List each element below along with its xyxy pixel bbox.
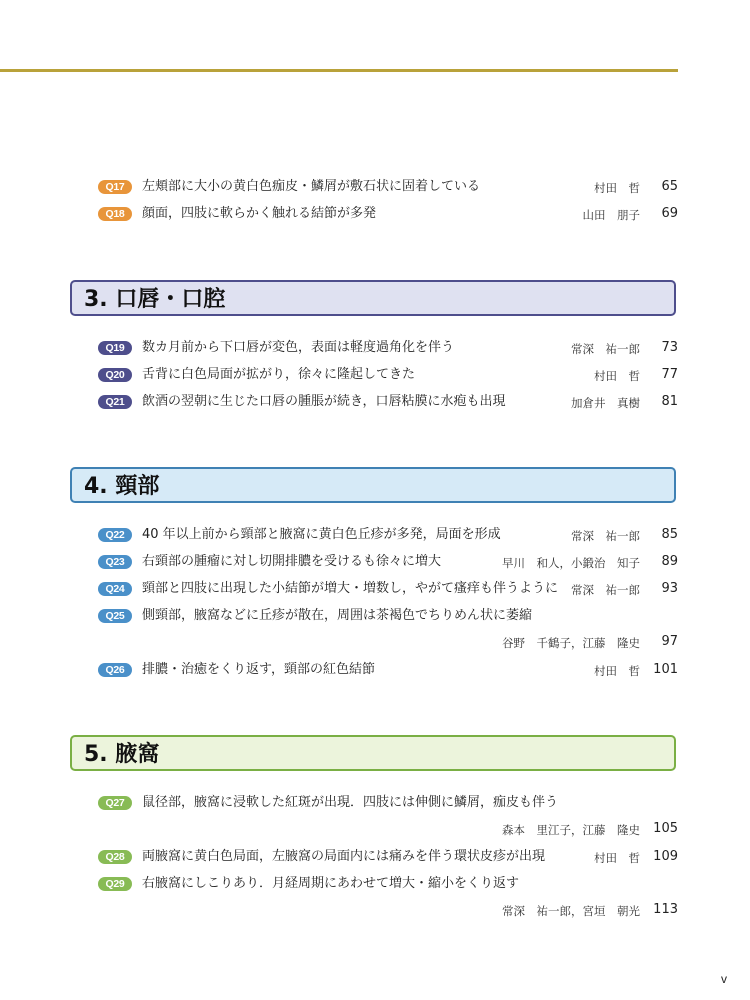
- toc-entry-q29[interactable]: [0, 873, 750, 927]
- entry-author: 常深 祐一郎: [571, 342, 640, 356]
- toc-entry-q26[interactable]: [0, 659, 750, 686]
- toc-group-chapter-4: [0, 524, 750, 686]
- entry-author: 加倉井 真樹: [571, 396, 640, 410]
- entry-page: 85: [661, 527, 678, 542]
- header-rule: [0, 69, 678, 72]
- entry-title: 数カ月前から下口唇が変色，表面は軽度過角化を伴う: [142, 340, 455, 355]
- entry-page: 89: [661, 554, 678, 569]
- section-header-4: [70, 467, 676, 503]
- question-badge: Q29: [98, 877, 132, 891]
- entry-page: 109: [653, 849, 678, 864]
- entry-page: 81: [661, 394, 678, 409]
- entry-page: 77: [661, 367, 678, 382]
- toc-entry-q21[interactable]: [0, 391, 750, 418]
- question-badge: Q17: [98, 180, 132, 194]
- entry-page: 101: [653, 662, 678, 677]
- question-badge: Q19: [98, 341, 132, 355]
- toc-entry-q24[interactable]: [0, 578, 750, 605]
- entry-author: 村田 哲: [594, 851, 640, 865]
- entry-page: 93: [661, 581, 678, 596]
- toc-entry-q25[interactable]: [0, 605, 750, 659]
- question-badge: Q28: [98, 850, 132, 864]
- question-badge: Q18: [98, 207, 132, 221]
- entry-page: 113: [653, 902, 678, 917]
- question-badge: Q27: [98, 796, 132, 810]
- toc-entry-q28[interactable]: [0, 846, 750, 873]
- entry-author: 早川 和人，小鍛治 知子: [502, 556, 640, 570]
- entry-page: 65: [661, 179, 678, 194]
- entry-author: 常深 祐一郎: [571, 529, 640, 543]
- entry-author: 森本 里江子，江藤 隆史: [502, 823, 640, 837]
- question-badge: Q21: [98, 395, 132, 409]
- question-badge: Q26: [98, 663, 132, 677]
- section-header-3: [70, 280, 676, 316]
- toc-entry-q22[interactable]: [0, 524, 750, 551]
- section-title: 4. 頸部: [84, 474, 160, 499]
- entry-title: 右頸部の腫瘤に対し切開排膿を受けるも徐々に増大: [142, 554, 442, 569]
- entry-author: 山田 朋子: [582, 208, 640, 222]
- entry-title: 舌背に白色局面が拡がり，徐々に隆起してきた: [142, 367, 416, 382]
- toc-entry-q18[interactable]: [0, 203, 750, 230]
- entry-author: 常深 祐一郎: [571, 583, 640, 597]
- entry-author: 村田 哲: [594, 369, 640, 383]
- section-header-5: [70, 735, 676, 771]
- question-badge: Q23: [98, 555, 132, 569]
- question-badge: Q22: [98, 528, 132, 542]
- entry-title: 顔面，四肢に軟らかく触れる結節が多発: [142, 206, 377, 221]
- toc-entry-q23[interactable]: [0, 551, 750, 578]
- entry-author: 村田 哲: [594, 664, 640, 678]
- entry-title: 飲酒の翌朝に生じた口唇の腫脹が続き，口唇粘膜に水疱も出現: [142, 394, 506, 409]
- toc-group-chapter-3: [0, 337, 750, 418]
- toc-entry-q19[interactable]: [0, 337, 750, 364]
- entry-title: 頸部と四肢に出現した小結節が増大・増数し，やがて瘙痒も伴うように: [142, 581, 559, 596]
- toc-entry-q20[interactable]: [0, 364, 750, 391]
- question-badge: Q25: [98, 609, 132, 623]
- question-badge: Q24: [98, 582, 132, 596]
- entry-title: 40 年以上前から頸部と腋窩に黄白色丘疹が多発，局面を形成: [142, 527, 501, 542]
- entry-page: 73: [661, 340, 678, 355]
- toc-group-chapter-2: [0, 176, 750, 230]
- entry-title: 左頬部に大小の黄白色痂皮・鱗屑が敷石状に固着している: [142, 179, 481, 194]
- entry-title: 両腋窩に黄白色局面，左腋窩の局面内には痛みを伴う環状皮疹が出現: [142, 849, 546, 864]
- toc-entry-q27[interactable]: [0, 792, 750, 846]
- entry-title: 排膿・治癒をくり返す，頸部の紅色結節: [142, 662, 375, 677]
- question-badge: Q20: [98, 368, 132, 382]
- entry-page: 105: [653, 821, 678, 836]
- entry-author: 谷野 千鶴子，江藤 隆史: [502, 636, 640, 650]
- entry-author: 村田 哲: [594, 181, 640, 195]
- toc-entry-q17[interactable]: [0, 176, 750, 203]
- entry-author: 常深 祐一郎，宮垣 朝光: [502, 904, 640, 918]
- page-number: v: [721, 972, 727, 986]
- section-title: 3. 口唇・口腔: [84, 287, 226, 312]
- entry-title: 右腋窩にしこりあり．月経周期にあわせて増大・縮小をくり返す: [142, 876, 520, 891]
- entry-page: 97: [661, 634, 678, 649]
- section-title: 5. 腋窩: [84, 742, 160, 767]
- entry-title: 側頸部，腋窩などに丘疹が散在，周囲は茶褐色でちりめん状に萎縮: [142, 608, 533, 623]
- entry-title: 鼠径部，腋窩に浸軟した紅斑が出現．四肢には伸側に鱗屑，痂皮も伴う: [142, 795, 559, 810]
- entry-page: 69: [661, 206, 678, 221]
- toc-group-chapter-5: [0, 792, 750, 927]
